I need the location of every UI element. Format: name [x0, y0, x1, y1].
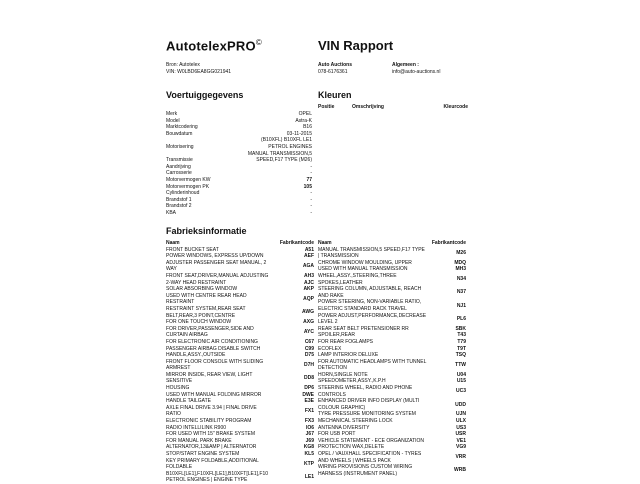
factory-left-list	[166, 247, 314, 484]
vehicle-row	[166, 111, 312, 118]
factory-col-code: Fabrikantcode	[279, 240, 314, 246]
factory-row	[166, 372, 314, 385]
factory-description: FRONT BUCKET SEAT	[166, 246, 219, 253]
factory-description: FOR DRIVER,PASSENGER,SIDE AND CURTAIN AIRBAG	[166, 325, 254, 339]
factory-row	[166, 247, 314, 254]
factory-section-title: Fabrieksinformatie	[166, 226, 247, 236]
factory-description: STEERING WHEEL, RADIO AND PHONE CONTROLS	[318, 385, 413, 398]
factory-row	[166, 260, 314, 273]
auction-phone: 078-6176361	[318, 68, 348, 75]
vehicle-value: -	[310, 209, 312, 216]
factory-row	[166, 385, 314, 392]
vehicle-value: Astra-K	[295, 117, 312, 124]
factory-row	[318, 398, 466, 411]
factory-column-right	[318, 240, 466, 477]
factory-description: LAMP INTERIOR DELUXE	[318, 352, 379, 359]
factory-description: HANDLE,ASSY.,OUTSIDE	[166, 352, 226, 359]
factory-code: FX3	[304, 418, 314, 425]
factory-description: FRONT SEAT,DRIVER,MANUAL ADJUSTING	[166, 272, 269, 279]
factory-description: WHEEL,ASSY.,STEERING,THREE SPOKES,LEATHER	[318, 272, 397, 286]
factory-description: USED WITH MANUAL TRANSMISSION	[318, 266, 408, 273]
factory-row	[166, 425, 314, 432]
factory-row	[318, 339, 466, 346]
factory-code: AWG	[302, 309, 314, 316]
factory-row	[166, 346, 314, 353]
vehicle-value: OPEL	[298, 111, 312, 117]
colors-section-title: Kleuren	[318, 90, 352, 100]
copyright-mark: ©	[255, 38, 262, 47]
vehicle-value: 03-11-2015	[286, 130, 312, 137]
factory-description: ENHANCED DRIVER INFO DISPLAY (MULTI COLOUR GRAPHIC)	[318, 398, 420, 411]
general-email[interactable]: info@auto-auctions.nl	[392, 68, 441, 75]
general-block	[392, 62, 440, 75]
factory-description: SOLAR ABSORBING WINDOW	[166, 286, 238, 293]
factory-code: T79	[457, 338, 466, 345]
factory-row	[318, 359, 466, 372]
factory-code: AXG	[303, 319, 314, 326]
vehicle-row	[166, 118, 312, 125]
factory-description: POWER STEERING, NON-VARIABLE RATIO, ELECTRIC STANDARD RACK TRAVEL	[318, 299, 422, 312]
factory-code: UJN	[455, 411, 466, 418]
factory-row	[166, 405, 314, 418]
factory-code: MH3	[455, 266, 466, 273]
vehicle-row	[166, 144, 312, 151]
vehicle-value: B16	[303, 124, 312, 131]
vehicle-section-title: Voertuiggegevens	[166, 90, 244, 100]
factory-col-code: Fabrikantcode	[431, 240, 466, 246]
factory-description: 2-WAY HEAD RESTRAINT	[166, 279, 227, 286]
source-block	[166, 62, 231, 75]
vehicle-row	[166, 203, 312, 210]
vehicle-row	[166, 197, 312, 204]
factory-code: KTP	[304, 460, 314, 467]
factory-row	[318, 451, 466, 464]
factory-row	[318, 299, 466, 312]
factory-code: AH3	[303, 272, 314, 279]
vehicle-value: PETROL ENGINES	[268, 143, 312, 150]
factory-description: ALTERNATOR,13&AMP | ALTERNATOR	[166, 444, 257, 451]
factory-description: MECHANICAL STEERING LOCK	[318, 418, 393, 425]
factory-description: FOR ELECTRONIC AIR CONDITIONING	[166, 338, 258, 345]
vehicle-row	[166, 137, 312, 144]
factory-description: CHROME WINDOW MOULDING, UPPER	[318, 259, 412, 266]
factory-row	[166, 392, 314, 399]
factory-code: WRB	[454, 467, 466, 474]
factory-row	[166, 458, 314, 471]
factory-row	[166, 359, 314, 372]
vehicle-label: Aandrijving	[166, 163, 191, 170]
factory-description: POWER WINDOWS, EXPRESS UP/DOWN	[166, 253, 264, 260]
factory-code: DD8	[303, 375, 314, 382]
factory-row	[318, 385, 466, 398]
factory-code: AGA	[302, 263, 314, 270]
factory-code: A51	[304, 246, 314, 253]
factory-code: AEF	[304, 253, 314, 260]
vehicle-label: Motorvermogen PK	[166, 183, 210, 190]
factory-code: KG8	[303, 444, 314, 451]
factory-code: TTW	[455, 361, 466, 368]
vehicle-value: -	[310, 203, 312, 210]
factory-description: USED WITH CENTRE REAR HEAD RESTRAINT	[166, 292, 247, 306]
factory-row	[318, 273, 466, 286]
vehicle-label: Motorisering	[166, 143, 194, 150]
factory-row	[318, 332, 466, 339]
factory-code: T9T	[457, 345, 466, 352]
factory-code: VRR	[455, 454, 466, 461]
factory-description: STOP/START ENGINE SYSTEM	[166, 451, 240, 457]
factory-row	[166, 352, 314, 359]
factory-code: T43	[457, 332, 466, 339]
vehicle-label: Cylinderinhoud	[166, 190, 200, 197]
factory-code: US3	[456, 424, 466, 431]
vehicle-value: SPEED,F17 TYPE (M26)	[256, 157, 312, 164]
factory-description: WIRING PROVISIONS CUSTOM WIRING HARNESS (INSTRUMENT PANEL)	[318, 464, 413, 477]
factory-code: C67	[304, 338, 314, 345]
brand-name: AutotelexPRO	[166, 38, 256, 54]
factory-row	[318, 266, 466, 273]
vehicle-value: -	[310, 163, 312, 170]
factory-description: VEHICLE STATEMENT - ECE ORGANIZATION	[318, 437, 425, 444]
factory-row	[318, 425, 466, 432]
factory-code: NJ1	[456, 302, 466, 309]
vehicle-label: Brandstof 2	[166, 203, 192, 210]
vehicle-row	[166, 184, 312, 191]
factory-code: USR	[455, 431, 466, 438]
factory-row	[166, 280, 314, 287]
factory-row	[318, 411, 466, 418]
colors-header-description: Omschrijving	[352, 104, 384, 110]
factory-code: LE1	[304, 474, 314, 481]
factory-row	[166, 293, 314, 306]
factory-description: PASSENGER AIRBAG DISABLE SWITCH	[166, 345, 261, 352]
factory-code: DWE	[302, 391, 314, 398]
factory-code: IO6	[305, 424, 314, 431]
factory-code: AKP	[303, 286, 314, 293]
factory-row	[318, 286, 466, 299]
factory-description: B10XFL[LE1],F10XFL[LE1],B10XFT[LE1],F10 PETROL ENGINES | ENGINE TYPE	[166, 470, 268, 484]
vehicle-table	[166, 111, 312, 217]
factory-row	[318, 431, 466, 438]
vehicle-row	[166, 170, 312, 177]
factory-description: MANUAL TRANSMISSION,5 SPEED,F17 TYPE | TRANSMISSION	[318, 246, 425, 260]
factory-code: MDQ	[454, 259, 466, 266]
factory-row	[318, 464, 466, 477]
vehicle-row	[166, 190, 312, 197]
factory-code: C99	[304, 345, 314, 352]
factory-row	[318, 372, 466, 379]
vehicle-label: Marktcodering	[166, 124, 198, 131]
factory-description: FOR MANUAL PARK BRAKE	[166, 437, 232, 444]
factory-description: TYRE PRESSURE MONITORING SYSTEM	[318, 411, 416, 418]
general-label: Algemeen :	[392, 62, 419, 68]
factory-description: ADJUSTER PASSENGER SEAT MANUAL, 2 WAY	[166, 259, 267, 273]
factory-description: HANDLE TAILGATE	[166, 398, 212, 405]
brand-title	[166, 38, 262, 53]
factory-description: ELECTRONIC STABILITY PROGRAM	[166, 418, 252, 425]
vehicle-label: Transmissie	[166, 157, 193, 164]
vehicle-row	[166, 124, 312, 131]
factory-row	[318, 352, 466, 359]
vehicle-row	[166, 157, 312, 164]
factory-row	[318, 260, 466, 267]
factory-code: PL6	[456, 315, 466, 322]
factory-code: J69	[305, 437, 314, 444]
factory-row	[318, 313, 466, 326]
factory-description: SPOILER,REAR	[318, 332, 355, 339]
vehicle-value: -	[310, 170, 312, 177]
factory-row	[166, 451, 314, 458]
auction-name: Auto Auctions	[318, 62, 352, 68]
factory-code: D7H	[303, 361, 314, 368]
factory-description: PROTECTION WAX,DELETE	[318, 444, 385, 451]
factory-code: UDD	[455, 401, 466, 408]
factory-row	[166, 339, 314, 346]
factory-code: KL5	[304, 451, 314, 457]
factory-col-name: Naam	[166, 240, 180, 246]
factory-description: KEY PRIMARY FOLDABLE,ADDITIONAL FOLDABLE	[166, 457, 259, 471]
factory-description: POWER ADJUST,PERFORMANCE,DECREASE LEVEL 2	[318, 312, 427, 326]
source-line: Bron: Autotelex	[166, 62, 200, 68]
factory-row	[166, 398, 314, 405]
factory-row	[318, 438, 466, 445]
factory-description: RESTRAINT SYSTEM,REAR SEAT BELT,REAR,3 POINT,CENTRE	[166, 305, 246, 319]
vehicle-row	[166, 164, 312, 171]
vehicle-row	[166, 151, 312, 158]
factory-code: VG9	[455, 444, 466, 451]
vehicle-value: (B10XFL) B10XFL LE1	[261, 137, 312, 144]
factory-row	[318, 444, 466, 451]
factory-column-left	[166, 240, 314, 484]
vehicle-label: Carrosserie	[166, 170, 192, 177]
factory-row	[318, 326, 466, 333]
factory-description: FOR USED WITH 15" BRAKE SYSTEM	[166, 431, 256, 438]
factory-left-header	[166, 240, 314, 247]
factory-description: HOUSING	[166, 385, 190, 392]
factory-row	[166, 326, 314, 339]
vehicle-label: Brandstof 1	[166, 196, 192, 203]
factory-code: N34	[456, 276, 466, 283]
auction-block	[318, 62, 352, 75]
factory-code: U15	[456, 378, 466, 385]
factory-description: FOR AUTOMATIC HEADLAMPS WITH TUNNEL DETECTION	[318, 358, 427, 372]
factory-row	[166, 431, 314, 438]
factory-description: FOR REAR FOGLAMPS	[318, 338, 374, 345]
factory-right-header	[318, 240, 466, 247]
vehicle-label: Bouwdatum	[166, 130, 193, 137]
vehicle-label: Motorvermogen KW	[166, 176, 211, 183]
vehicle-value: MANUAL TRANSMISSION,5	[247, 150, 312, 157]
factory-row	[166, 438, 314, 445]
factory-description: STEERING COLUMN, ADJUSTABLE, REACH AND RAKE	[318, 286, 422, 299]
factory-code: DP6	[304, 385, 314, 392]
factory-code: J67	[305, 431, 314, 438]
vehicle-value: 105	[303, 183, 312, 190]
factory-code: ULX	[456, 418, 466, 425]
factory-description: ANTENNA DIVERSITY	[318, 424, 370, 431]
factory-row	[166, 319, 314, 326]
factory-code: E3E	[304, 398, 314, 405]
factory-row	[318, 247, 466, 260]
factory-col-name: Naam	[318, 240, 332, 246]
colors-header-position: Positie	[318, 104, 335, 110]
vehicle-row	[166, 177, 312, 184]
vehicle-row	[166, 210, 312, 217]
vehicle-label: Merk	[166, 111, 178, 117]
factory-description: MIRROR INSIDE, REAR VIEW, LIGHT SENSITIVE	[166, 371, 253, 385]
factory-description: FOR ONE TOUCH WINDOW	[166, 319, 232, 326]
factory-description: REAR SEAT BELT PRETENSIONER RR	[318, 325, 409, 332]
factory-code: SBK	[455, 325, 466, 332]
factory-description: HORN,SINGLE NOTE	[318, 371, 368, 378]
factory-row	[318, 418, 466, 425]
factory-right-list	[318, 247, 466, 478]
colors-header	[318, 104, 468, 110]
factory-description: RADIO INTELLILINK R900	[166, 424, 227, 431]
report-title: VIN Rapport	[318, 38, 394, 53]
vehicle-value: -	[310, 196, 312, 203]
factory-code: UC3	[455, 388, 466, 395]
factory-row	[166, 286, 314, 293]
vehicle-row	[166, 131, 312, 138]
factory-row	[166, 471, 314, 484]
factory-row	[318, 378, 466, 385]
factory-description: SPEEDOMETER,ASSY.,K.P.H	[318, 378, 386, 385]
factory-code: AQP	[303, 296, 314, 303]
factory-code: VE1	[456, 437, 466, 444]
factory-code: AJC	[303, 279, 314, 286]
factory-code: D75	[304, 352, 314, 359]
factory-code: TSQ	[455, 352, 466, 359]
vehicle-label: Model	[166, 117, 180, 124]
factory-description: AXLE FINAL DRIVE 3.94 | FINAL DRIVE RATIO	[166, 404, 257, 418]
factory-code: M26	[456, 249, 466, 256]
factory-description: USED WITH MANUAL FOLDING MIRROR	[166, 391, 262, 398]
factory-row	[166, 273, 314, 280]
factory-row	[166, 418, 314, 425]
factory-row	[166, 306, 314, 319]
factory-description: FOR USB PORT	[318, 431, 356, 438]
vehicle-label: KBA	[166, 209, 177, 216]
vehicle-value: -	[310, 190, 312, 197]
factory-row	[166, 444, 314, 451]
factory-description: OPEL / VAUXHALL SPECIFICATION - TYRES AND WHEELS | WHEELS PACK	[318, 451, 422, 464]
colors-header-code: Kleurcode	[443, 104, 468, 110]
factory-code: AYC	[303, 329, 314, 336]
factory-description: ECOFLEX	[318, 345, 342, 352]
factory-code: U04	[456, 371, 466, 378]
factory-code: N37	[456, 289, 466, 296]
vehicle-value: 77	[306, 176, 312, 183]
factory-description: FRONT FLOOR CONSOLE WITH SLIDING ARMREST	[166, 358, 264, 372]
factory-code: FX1	[304, 408, 314, 415]
factory-row	[166, 253, 314, 260]
factory-row	[318, 346, 466, 353]
vin-line: VIN: W0LBD6EA8GG021941	[166, 68, 232, 75]
